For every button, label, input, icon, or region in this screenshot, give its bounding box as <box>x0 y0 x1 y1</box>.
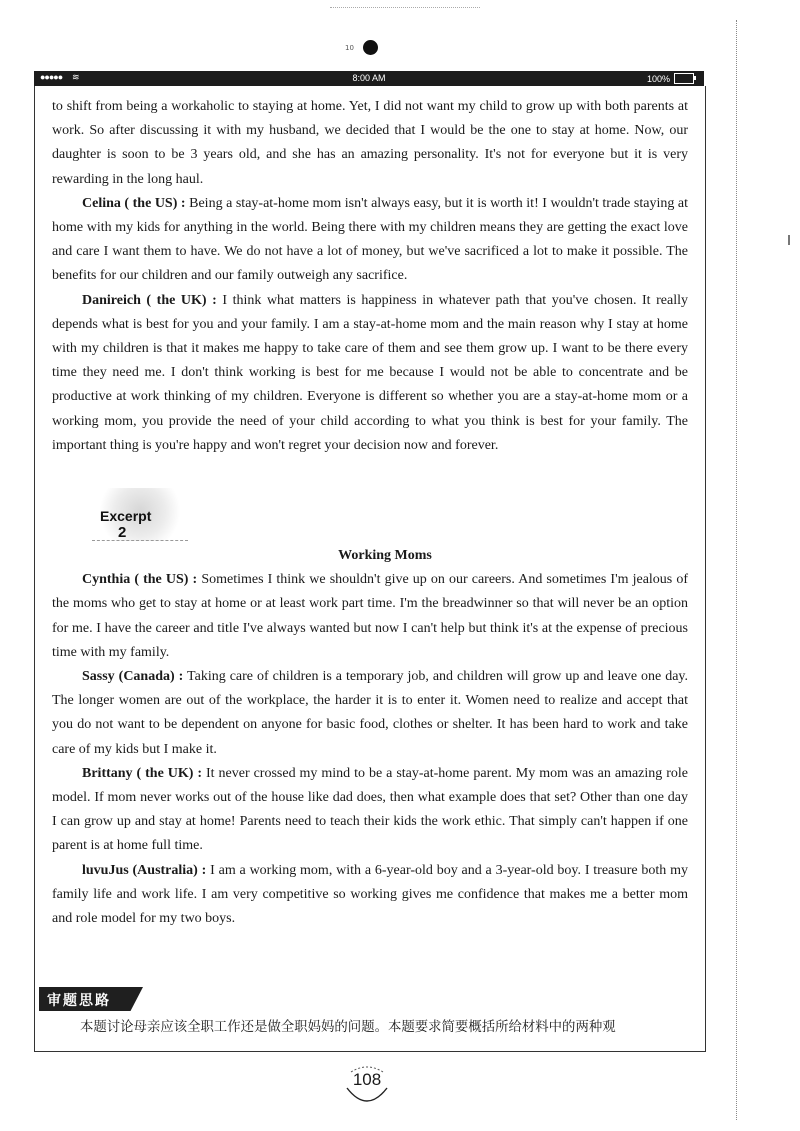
paragraph-continued <box>52 95 688 192</box>
top-small-mark: 10 <box>345 44 354 52</box>
comment-paragraph <box>52 289 688 458</box>
speaker-name: Cynthia ( the US) : <box>82 572 198 588</box>
paragraph-text: I am a working mom, with a 6-year-old boy and a 3-year-old boy. I treasure both my family life and work life. I am very competitive so working gives me confidence that makes me a better mom and role model for my two boys. <box>52 862 689 927</box>
paragraph-text: Sometimes I think we shouldn't give up on our careers. And sometimes I'm jealous of the moms who get to stay at home or at least work part time. I'm the breadwinner so that will never be an option for me. I have the career and title I've always wanted but now I can't help but think it's at the expense of precious time with my family. <box>52 572 689 660</box>
speaker-name: Brittany ( the UK) : <box>82 765 203 781</box>
comment-paragraph <box>52 665 688 762</box>
paragraph-text: Being a stay-at-home mom isn't always easy, but it is worth it! I wouldn't trade staying at home with my kids for anything in the world. Being there with my children means they are getting the exact love and care I want them to have. We do not have a lot of money, but we've sacrificed a lot to make it possible. The benefits for our children and our family outweigh any sacrifice. <box>52 195 689 284</box>
page-number: 108 <box>352 1070 382 1089</box>
paragraph-text: to shift from being a workaholic to staying at home. Yet, I did not want my child to grow up with both parents at work. So after discussing it with my husband, we decided that I would be the one to stay at home. Now, our daughter is soon to be 3 years old, and she has an amazing personality. It's not for everyone but it is very rewarding in the long haul. <box>52 99 688 187</box>
wifi-icon: ≋ <box>72 72 80 82</box>
status-time: 8:00 AM <box>352 73 386 83</box>
camera-dot-icon <box>363 40 378 55</box>
excerpt-number: 2 <box>118 524 127 542</box>
page-number-badge <box>337 1058 397 1118</box>
comment-paragraph <box>52 568 688 665</box>
reading-content <box>52 95 688 931</box>
speaker-name: Sassy (Canada) : <box>82 669 184 685</box>
edge-mark <box>788 235 790 245</box>
excerpt-badge <box>90 488 190 544</box>
analysis-tag-label: 审题思路 <box>47 993 111 1009</box>
paragraph-text: I think what matters is happiness in whatever path that you've chosen. It really depends what is best for you and your family. I am a stay-at-home mom and the main reason why I stay at home with my children is that it makes me happy to take care of them and see them grow up. I want to be there every time they need me. I don't think working is best for me because I would not be able to concentrate and be productive at work thinking of my children. Everyone is different so whether you are a stay-at-home mom or a working mom, you provide the need of your child according to what you think is best for your family. The important thing is you're happy and won't regret your decision now and forever. <box>52 292 688 453</box>
excerpt-label: Excerpt <box>100 508 152 525</box>
page-edge-line <box>736 20 738 1120</box>
top-dotted-line <box>330 7 480 8</box>
battery-icon <box>674 73 694 84</box>
signal-strength-icon: ●●●●● <box>40 72 63 82</box>
analysis-tag <box>39 987 143 1011</box>
comment-paragraph <box>52 762 688 859</box>
speaker-name: luvuJus (Australia) : <box>82 862 207 878</box>
paragraph-text: It never crossed my mind to be a stay-at-home parent. My mom was an amazing role model. If mom never works out of the house like dad does, then what example does that set? Other than one day I can grow up and stay at home! Parents need to teach their kids the work ethic. That simply can't happen if one parent is at home full time. <box>52 765 689 854</box>
speaker-name: Celina ( the US) : <box>82 195 186 211</box>
paragraph-text: Taking care of children is a temporary job, and children will grow up and leave one day. The longer women are out of the workplace, the harder it is to enter it. Women need to realize and accept that you do not want to be dependent on anyone for basic food, clothes or shelter. It has been hard to work and take care of my kids but I make it. <box>52 669 689 757</box>
comment-paragraph <box>52 192 688 289</box>
comment-paragraph <box>52 859 688 932</box>
status-bar <box>34 71 704 86</box>
speaker-name: Danireich ( the UK) : <box>82 292 217 308</box>
battery-indicator <box>647 73 694 84</box>
battery-percent: 100% <box>646 73 670 84</box>
analysis-text: 本题讨论母亲应该全职工作还是做全职妈妈的问题。本题要求简要概括所给材料中的两种观 <box>80 1020 616 1035</box>
section-title: Working Moms <box>338 548 432 564</box>
